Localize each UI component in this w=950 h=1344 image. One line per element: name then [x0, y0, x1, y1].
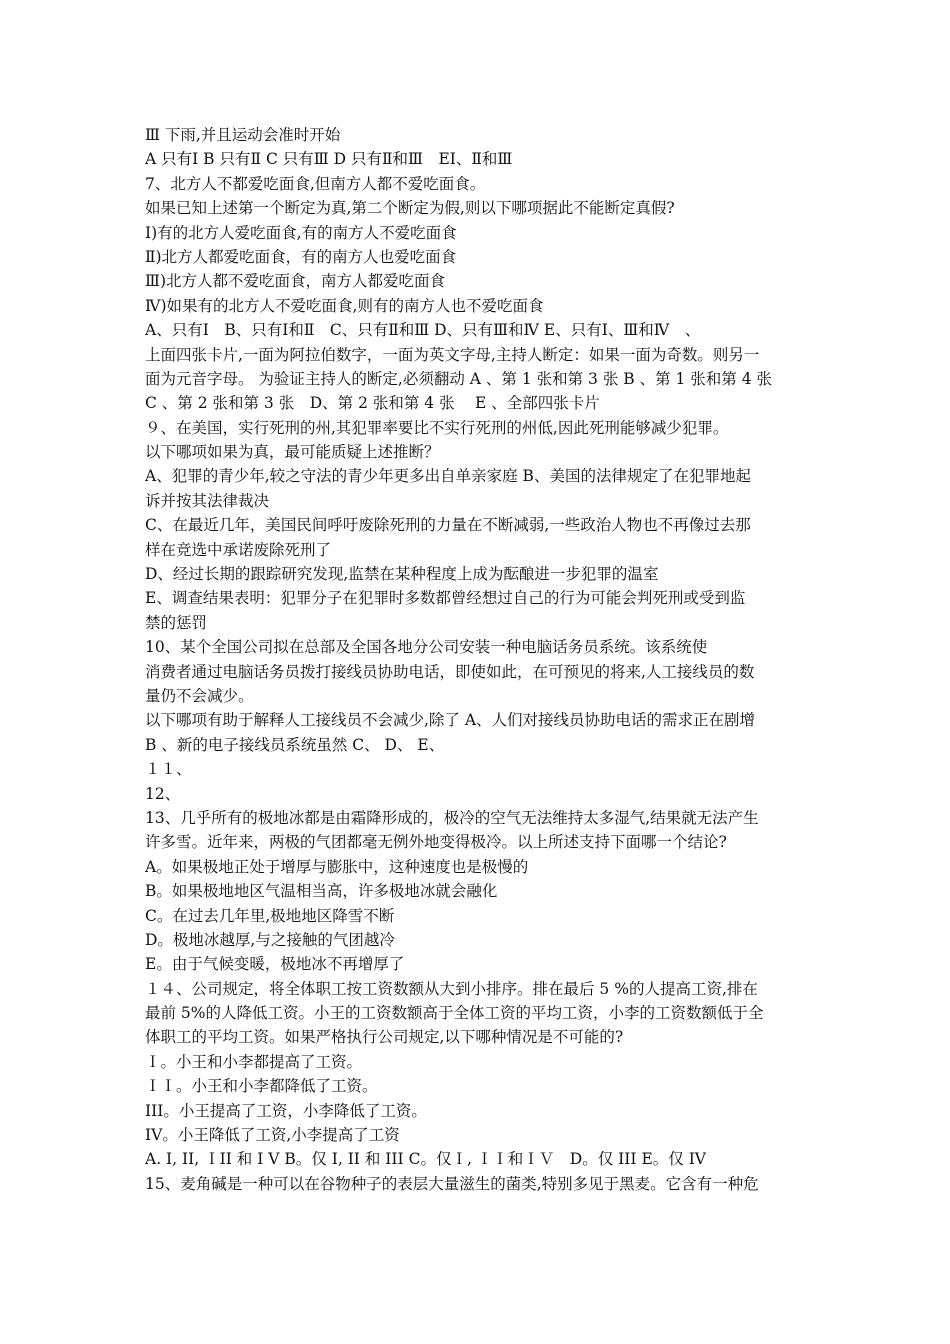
text-line: 体职工的平均工资。如果严格执行公司规定,以下哪种情况是不可能的?: [145, 1028, 624, 1047]
text-line: 以下哪项如果为真，最可能质疑上述推断？: [145, 443, 440, 462]
text-line: IV。小王降低了工资,小李提高了工资: [145, 1126, 400, 1145]
text-line: １１、: [145, 760, 192, 779]
text-line: A、犯罪的青少年,较之守法的青少年更多出自单亲家庭 B、美国的法律规定了在犯罪地起: [145, 467, 751, 486]
text-line: 如果已知上述第一个断定为真,第二个断定为假,则以下哪项据此不能断定真假?: [145, 199, 675, 218]
text-line: Ⅱ)北方人都爱吃面食，有的南方人也爱吃面食: [145, 247, 457, 266]
text-line: １４、公司规定，将全体职工按工资数额从大到小排序。排在最后 5 %的人提高工资,排在: [145, 979, 758, 998]
text-line: Ｉ。小王和小李都提高了工资。: [145, 1052, 363, 1071]
text-line: C 、第 2 张和第 3 张 D、第 2 张和第 4 张 E 、全部四张卡片: [145, 394, 600, 413]
text-line: A 只有Ⅰ B 只有Ⅱ C 只有Ⅲ D 只有Ⅱ和Ⅲ EⅠ、Ⅱ和Ⅲ: [145, 150, 513, 169]
text-line: 上面四张卡片,一面为阿拉伯数字，一面为英文字母,主持人断定：如果一面为奇数。则另一: [145, 345, 760, 364]
text-line: III。小王提高了工资，小李降低了工资。: [145, 1101, 427, 1120]
document-body: [145, 123, 810, 1196]
text-line: D。极地冰越厚,与之接触的气团越冷: [145, 930, 395, 949]
text-line: 消费者通过电脑话务员拨打接线员协助电话，即使如此，在可预见的将来,人工接线员的数: [145, 662, 755, 681]
text-line: Ⅰ)有的北方人爱吃面食,有的南方人不爱吃面食: [145, 223, 457, 242]
text-line: 诉并按其法律裁决: [145, 491, 270, 510]
text-line: C、在最近几年，美国民间呼吁废除死刑的力量在不断减弱,一些政治人物也不再像过去那: [145, 516, 751, 535]
text-line: Ⅲ)北方人都不爱吃面食，南方人都爱吃面食: [145, 272, 445, 291]
text-line: 13、几乎所有的极地冰都是由霜降形成的，极冷的空气无法维持太多湿气,结果就无法产生: [145, 808, 759, 827]
text-line: 禁的惩罚: [145, 613, 208, 632]
text-line: ９、在美国，实行死刑的州,其犯罪率要比不实行死刑的州低,因此死刑能够减少犯罪。: [145, 418, 729, 437]
text-line: B。如果极地地区气温相当高，许多极地冰就会融化: [145, 882, 498, 901]
text-line: 12、: [145, 784, 181, 803]
text-line: 10、某个全国公司拟在总部及全国各地分公司安装一种电脑话务员系统。该系统使: [145, 638, 708, 657]
text-line: ＩＩ。小王和小李都降低了工资。: [145, 1077, 378, 1096]
text-line: D、经过长期的跟踪研究发现,监禁在某种程度上成为酝酿进一步犯罪的温室: [145, 565, 659, 584]
text-line: A、只有Ⅰ B、只有Ⅰ和Ⅱ C、只有Ⅱ和Ⅲ D、只有Ⅲ和Ⅳ E、只有Ⅰ、Ⅲ和Ⅳ 、: [145, 321, 701, 340]
text-line: 15、麦角碱是一种可以在谷物种子的表层大量滋生的菌类,特别多见于黑麦。它含有一种危: [145, 1174, 759, 1193]
text-line: 7、北方人不都爱吃面食,但南方人都不爱吃面食。: [145, 174, 486, 193]
text-line: 许多雪。近年来，两极的气团都毫无例外地变得极冷。以上所述支持下面哪一个结论?: [145, 833, 727, 852]
text-line: 以下哪项有助于解释人工接线员不会减少,除了 A、人们对接线员协助电话的需求正在剧增: [145, 711, 756, 730]
text-line: B 、新的电子接线员系统虽然 C、 D、 E、: [145, 735, 445, 754]
text-line: 面为元音字母。 为验证主持人的断定,必须翻动 A 、第 1 张和第 3 张 B 、第 1 张和第 4 张: [145, 369, 773, 388]
text-line: C。在过去几年里,极地地区降雪不断: [145, 906, 395, 925]
text-line: 量仍不会减少。: [145, 686, 254, 705]
text-line: Ⅳ)如果有的北方人不爱吃面食,则有的南方人也不爱吃面食: [145, 296, 544, 315]
text-line: E、调查结果表明：犯罪分子在犯罪时多数都曾经想过自己的行为可能会判死刑或受到监: [145, 589, 746, 608]
text-line: A. I, II, ＩII 和 I V B。仅 I, II 和 III C。仅Ｉ, ＩＩ和ＩＶ D。仅 III E。仅 IV: [145, 1150, 707, 1169]
text-line: E。由于气候变暖，极地冰不再增厚了: [145, 955, 405, 974]
text-line: Ⅲ 下雨,并且运动会准时开始: [145, 126, 341, 144]
text-line: A。如果极地正处于增厚与膨胀中，这种速度也是极慢的: [145, 857, 529, 876]
text-line: 样在竞选中承诺废除死刑了: [145, 540, 332, 559]
text-line: 最前 5%的人降低工资。小王的工资数额高于全体工资的平均工资，小李的工资数额低于全: [145, 1004, 764, 1023]
